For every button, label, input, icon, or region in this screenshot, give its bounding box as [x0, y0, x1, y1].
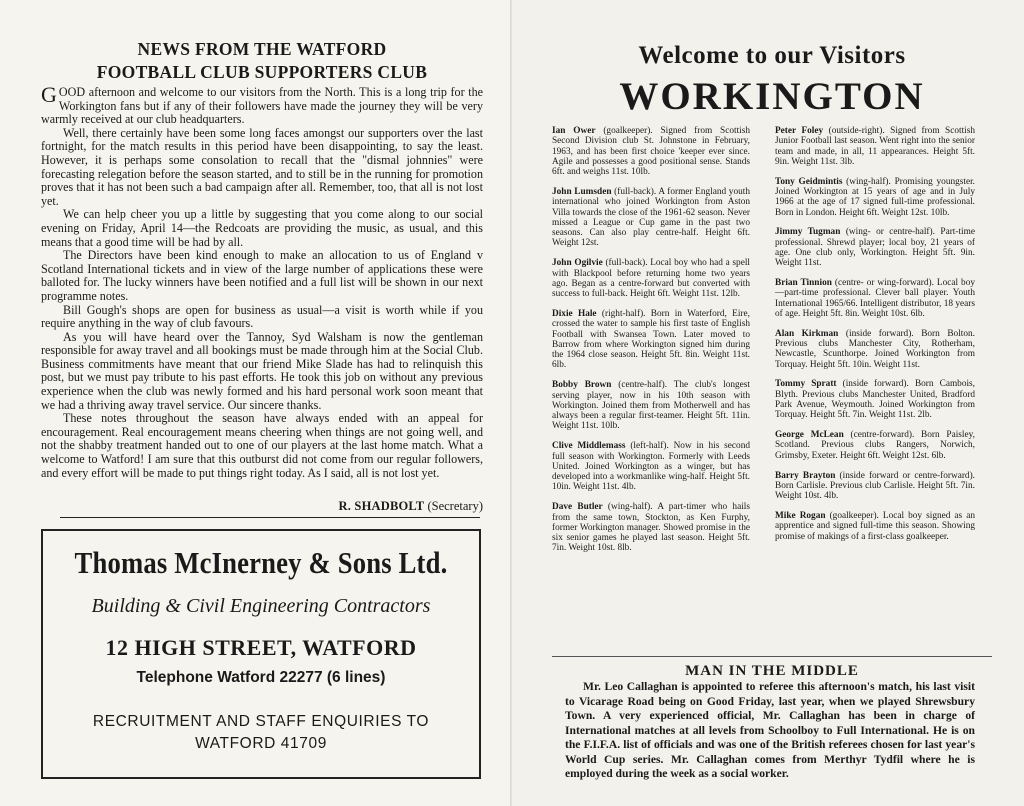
player-entry	[552, 258, 750, 299]
player-name: Tony Geidmintis	[775, 176, 843, 187]
news-paragraph: We can help cheer you up a little by suggesting that you come along to our social evening on Friday, April 14—the Redcoats are providing the music, as usual, and this means that a good time will be had by all.	[41, 207, 483, 249]
player-name: George McLean	[775, 430, 844, 441]
news-title	[42, 38, 482, 84]
player-description: (inside forward). Born Cambois, Blyth. Previous clubs Manchester United, Bradford Park Avenue, Weymouth. Joined Workington from Torquay. Height 5ft. 7in. Weight 11st. 2lb.	[775, 379, 976, 421]
advert-telephone: Telephone Watford 22277 (6 lines)	[136, 669, 386, 686]
player-description: (goalkeeper). Signed from Scottish Second Division club St. Johnstone in February, 1963, and has been first choice 'keeper ever since. Agile and possesses a good positional sense. Stands 6ft. and weighs 11st. 10lb.	[552, 126, 750, 178]
signoff-name: R. SHADBOLT	[338, 499, 425, 513]
news-paragraph: The Directors have been kind enough to make an allocation to us of England v Scotland International tickets and in view of the large number of applications these were balloted for. The lucky winners have been notified and a full list will be shown in our next programme notes.	[41, 248, 483, 303]
news-title-line-2: FOOTBALL CLUB SUPPORTERS CLUB	[96, 62, 428, 82]
news-title-line-1: NEWS FROM THE WATFORD	[137, 39, 387, 59]
news-paragraph: Well, there certainly have been some long faces amongst our supporters over the last fortnight, for the match results in this period have been disappointing, to say the least. However, it is perhaps some consolation to recall that the "dismal johnnies" were forecasting relegation before the season started, and to still be in the running for promotion proves that it has not been such a bad campaign after all. Remember, too, that all is not lost yet.	[41, 125, 483, 208]
player-column-1	[552, 126, 750, 563]
player-description: (centre-half). The club's longest serving player, now in his 10th season with Workington. Joined them from Motherwell and has always been a regular first-teamer. Height 5ft. 11in. Weight 11st. 10lb.	[552, 380, 751, 432]
player-description: (goalkeeper). Local boy signed as an apprentice and signed full-time this season. Showing promise of makings of a first-class goalkeeper.	[775, 510, 975, 542]
advert-recruit-line-1: RECRUITMENT AND STAFF ENQUIRIES TO	[92, 713, 430, 730]
welcome-heading: Welcome to our Visitors	[638, 42, 906, 69]
news-paragraph	[41, 82, 483, 127]
player-description: (centre- or wing-forward). Local boy—part-time professional. Clever ball player. Youth International 1965/66. Intelligent distributor, 18 years of age. Height 5ft. 8in. Weight 10st. 6lb.	[775, 278, 975, 319]
player-description: (wing-half). Promising youngster. Joined Workington at 15 years of age and in July 1966 at the age of 17 signed full-time professional. Born in London. Height 6ft. Weight 12st. 10lb.	[775, 176, 975, 218]
player-description: (left-half). Now in his second full season with Workington. Formerly with Leeds United. Joined Workington as a winger, but has developed into a workmanlike wing-half. Height 5ft. 10in. Weight 11st. 4lb.	[552, 441, 750, 493]
player-name: Clive Middlemass	[552, 441, 626, 452]
player-name: John Ogilvie	[552, 258, 603, 269]
man-in-the-middle-body	[565, 680, 975, 782]
player-name: Mike Rogan	[775, 510, 826, 521]
player-entry	[552, 309, 750, 371]
news-paragraph-text: OOD afternoon and welcome to our visitors from the North. This is a long trip for the Workington fans but if any of their followers have made the journey they will be very warmly received at our club headquarters.	[41, 85, 483, 127]
advert-recruitment	[43, 711, 479, 755]
divider	[552, 656, 992, 657]
player-entry	[552, 441, 750, 492]
advert-recruit-line-2: WATFORD 41709	[195, 735, 327, 752]
signoff	[41, 499, 483, 514]
player-entry	[775, 278, 975, 319]
player-name: Alan Kirkman	[775, 328, 839, 339]
player-entry	[775, 126, 975, 167]
right-page	[512, 0, 1024, 806]
club-name: WORKINGTON	[619, 75, 925, 118]
news-paragraph: These notes throughout the season have always ended with an appeal for encouragement. Real encouragement means cheering when things are not going well, and not the shabby treatment handed out to one of our players at the last home match. What a welcome to Watford! I am sure that this outburst did not come from our regular followers, and every effort will be made to put things right today. As I said, all is not lost yet.	[41, 411, 483, 480]
player-entry	[552, 187, 750, 249]
man-in-the-middle-text: Mr. Leo Callaghan is appointed to referee this afternoon's match, his last visit to Vicarage Road being on Good Friday, last year, when we played Shrewsbury Town. A very experienced official, Mr. Callaghan has been in charge of International matches at all levels from Schoolboy to Full International. He is on the F.I.F.A. list of officials and was one of the British referees chosen for last year's World Cup series. Mr. Callaghan comes from Merthyr Tydfil where he is employed during the week as a social worker.	[565, 680, 975, 780]
man-in-the-middle-title: MAN IN THE MIDDLE	[685, 663, 859, 679]
advert-company: Thomas McInerney & Sons Ltd.	[74, 545, 448, 580]
player-name: Dixie Hale	[552, 308, 597, 319]
player-entry	[775, 177, 975, 218]
player-entry	[552, 502, 750, 553]
player-name: Dave Butler	[552, 502, 603, 513]
player-name: Bobby Brown	[552, 380, 612, 391]
player-entry	[775, 329, 975, 370]
player-entry	[775, 227, 975, 268]
player-description: (inside forward). Born Bolton. Previous clubs Manchester City, Rotherham, Newcastle, Scunthorpe. Joined Workington from Torquay. Height 5ft. 10in. Weight 11st.	[775, 328, 975, 370]
player-entry	[775, 511, 975, 542]
player-name: Ian Ower	[552, 126, 596, 136]
player-description: (full-back). Local boy who had a spell with Blackpool before returning home two years ago. Began as a centre-forward but converted with success to full-back. Height 6ft. Weight 11st. 12lb.	[552, 258, 750, 300]
player-entry	[552, 126, 750, 177]
player-description: (wing- or centre-half). Part-time professional. Shrewd player; local boy, 21 years of age. One club only, Workington. Height 5ft. 9in. Weight 11st.	[775, 227, 975, 269]
player-entry	[775, 471, 975, 502]
divider	[60, 517, 480, 518]
player-entry	[775, 379, 975, 420]
advert-box	[41, 529, 481, 779]
player-name: John Lumsden	[552, 186, 612, 197]
player-description: (wing-half). A part-timer who hails from the same town, Stockton, as Ken Furphy, former Workington manager. Showed promise in the six senior games he played last season. Height 5ft. 7in. Weight 10st. 8lb.	[552, 502, 750, 554]
player-name: Barry Brayton	[775, 470, 836, 481]
player-description: (full-back). A former England youth international who joined Workington from Aston Villa towards the close of the 1961-62 season. Never missed a League or Cup game in the past two seasons. Can also play centre-half. Height 6ft. Weight 12st.	[552, 186, 750, 249]
player-entry	[775, 430, 975, 461]
signoff-role: (Secretary)	[424, 499, 483, 513]
news-paragraph: As you will have heard over the Tannoy, Syd Walsham is now the gentleman responsible for away travel and all bookings must be made through him at the Social Club. Business commitments have meant that our friend Mike Slade has had to relinquish this post, but we must pay tribute to his past efforts. He took this job on without any previous experience when the club was newly formed and his hard personal work soon meant that we had a thriving away travel service. Our sincere thanks.	[41, 329, 483, 412]
player-column-2	[775, 126, 975, 551]
news-body	[41, 82, 483, 480]
news-paragraph: Bill Gough's shops are open for business as usual—a visit is worth while if you require anything in the way of club favours.	[41, 302, 483, 331]
player-description: (outside-right). Signed from Scottish Junior Football last season. Went right into the senior team and made, in all, 11 appearances. Height 5ft. 9in. Weight 11st. 3lb.	[775, 126, 976, 167]
player-entry	[552, 380, 750, 431]
advert-tagline: Building & Civil Engineering Contractors	[91, 595, 431, 617]
player-description: (right-half). Born in Waterford, Eire, crossed the water to sample his first taste of English Football with Swansea Town. Later moved to Barrow from where Workington signed him during the 1964 close season. Height 5ft. 8in. Weight 11st. 6lb.	[552, 308, 750, 371]
player-name: Brian Tinnion	[775, 278, 832, 289]
player-name: Jimmy Tugman	[775, 227, 841, 238]
player-name: Tommy Spratt	[775, 379, 837, 390]
advert-address: 12 HIGH STREET, WATFORD	[105, 635, 417, 660]
player-name: Peter Foley	[775, 126, 824, 136]
dropcap: G	[41, 82, 57, 107]
player-description: (centre-forward). Born Paisley, Scotland. Previous clubs Rangers, Norwich, Grimsby, Exeter. Height 6ft. Weight 12st. 6lb.	[775, 430, 976, 461]
player-description: (inside forward or centre-forward). Born Carlisle. Previous club Carlisle. Height 5ft. 7in. Weight 10st. 4lb.	[775, 470, 975, 502]
